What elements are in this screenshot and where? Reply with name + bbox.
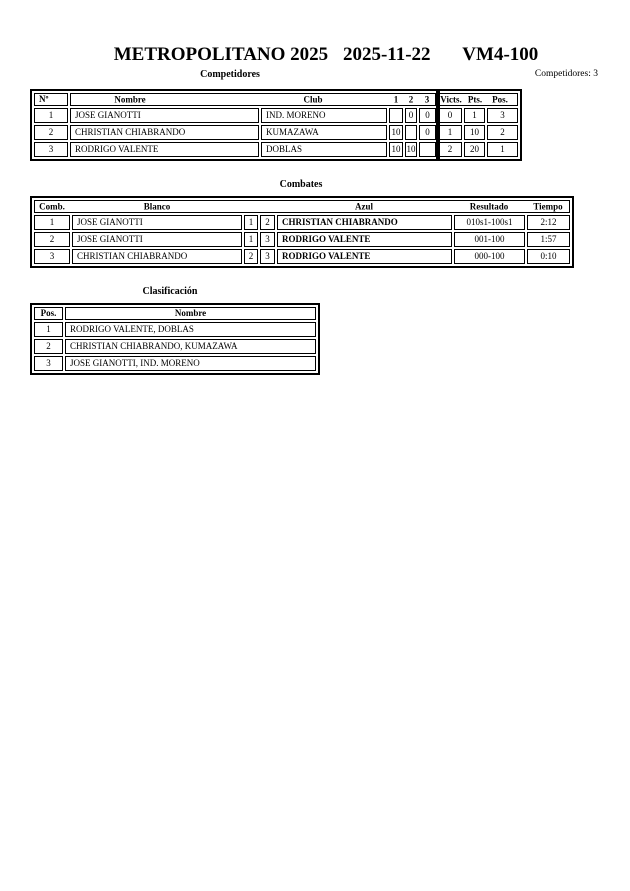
col-header-victorias: Victs. bbox=[440, 94, 462, 104]
azul-nombre: CHRISTIAN CHIABRANDO bbox=[277, 215, 452, 230]
page-title bbox=[0, 44, 630, 66]
competidor-club: KUMAZAWA bbox=[261, 125, 387, 140]
blanco-dorsal: 1 bbox=[244, 215, 258, 230]
combate-numero: 3 bbox=[34, 249, 70, 264]
combate-resultado: 001-100 bbox=[454, 232, 525, 247]
title-category: VM4-100 bbox=[462, 44, 539, 65]
crosstable-cell: 0 bbox=[405, 108, 417, 123]
col-header-round2: 2 bbox=[408, 94, 414, 104]
combate-tiempo: 1:57 bbox=[527, 232, 570, 247]
competidor-victorias: 0 bbox=[438, 108, 462, 123]
azul-nombre: RODRIGO VALENTE bbox=[277, 249, 452, 264]
table-row bbox=[34, 356, 316, 371]
competitors-count: Competidores: 3 bbox=[534, 69, 598, 79]
table-row bbox=[34, 249, 570, 264]
clasificacion-header-row bbox=[34, 307, 316, 320]
crosstable-cell: 0 bbox=[419, 108, 436, 123]
competidor-numero: 2 bbox=[34, 125, 68, 140]
col-header-club: Club bbox=[303, 94, 323, 104]
col-header-blanco: Blanco bbox=[143, 201, 171, 211]
col-header-numero: Nº bbox=[34, 93, 68, 106]
table-row bbox=[34, 232, 570, 247]
col-header-group-main bbox=[70, 93, 436, 106]
competidor-nombre: RODRIGO VALENTE bbox=[70, 142, 259, 157]
col-header-posicion: Pos. bbox=[34, 307, 63, 320]
col-header-round1: 1 bbox=[393, 94, 399, 104]
competidor-nombre: JOSE GIANOTTI bbox=[70, 108, 259, 123]
competidor-puntos: 1 bbox=[464, 108, 485, 123]
crosstable-cell: 0 bbox=[419, 125, 436, 140]
table-row bbox=[34, 339, 316, 354]
combate-tiempo: 2:12 bbox=[527, 215, 570, 230]
competidor-numero: 3 bbox=[34, 142, 68, 157]
combate-resultado: 000-100 bbox=[454, 249, 525, 264]
competidor-puntos: 10 bbox=[464, 125, 485, 140]
col-header-resultado: Resultado bbox=[469, 201, 509, 211]
table-row bbox=[34, 142, 518, 157]
col-header-nombre: Nombre bbox=[65, 307, 316, 320]
clasificacion-posicion: 2 bbox=[34, 339, 63, 354]
table-row bbox=[34, 215, 570, 230]
clasificacion-nombre: JOSE GIANOTTI, IND. MORENO bbox=[65, 356, 316, 371]
competidores-table bbox=[30, 89, 522, 161]
competidor-nombre: CHRISTIAN CHIABRANDO bbox=[70, 125, 259, 140]
table-row bbox=[34, 108, 518, 123]
competidor-club: IND. MORENO bbox=[261, 108, 387, 123]
competidores-header-row bbox=[34, 93, 518, 106]
clasificacion-posicion: 1 bbox=[34, 322, 63, 337]
combates-header-cell bbox=[34, 200, 570, 213]
combates-section-label: Combates bbox=[279, 179, 323, 190]
col-header-puntos: Pts. bbox=[467, 94, 483, 104]
blanco-dorsal: 1 bbox=[244, 232, 258, 247]
clasificacion-table bbox=[30, 303, 320, 375]
title-tournament: METROPOLITANO 2025 bbox=[113, 44, 329, 65]
competidor-victorias: 1 bbox=[438, 125, 462, 140]
clasificacion-section-label: Clasificación bbox=[142, 286, 198, 297]
col-header-posicion: Pos. bbox=[492, 94, 508, 104]
col-header-combate: Comb. bbox=[39, 201, 65, 211]
blanco-nombre: JOSE GIANOTTI bbox=[72, 215, 242, 230]
crosstable-cell: 10 bbox=[389, 142, 403, 157]
table-row bbox=[34, 125, 518, 140]
competidor-posicion: 3 bbox=[487, 108, 518, 123]
azul-dorsal: 3 bbox=[260, 249, 275, 264]
azul-nombre: RODRIGO VALENTE bbox=[277, 232, 452, 247]
competidor-club: DOBLAS bbox=[261, 142, 387, 157]
competidor-victorias: 2 bbox=[438, 142, 462, 157]
combates-table-wrap bbox=[30, 196, 574, 268]
col-header-group-results bbox=[438, 93, 518, 106]
crosstable-cell: 10 bbox=[405, 142, 417, 157]
clasificacion-nombre: CHRISTIAN CHIABRANDO, KUMAZAWA bbox=[65, 339, 316, 354]
col-header-round3: 3 bbox=[424, 94, 430, 104]
clasificacion-table-wrap bbox=[30, 303, 320, 375]
crosstable-cell bbox=[419, 142, 436, 157]
crosstable-cell: 10 bbox=[389, 125, 403, 140]
col-header-tiempo: Tiempo bbox=[533, 201, 563, 211]
blanco-dorsal: 2 bbox=[244, 249, 258, 264]
table-row bbox=[34, 322, 316, 337]
combate-resultado: 010s1-100s1 bbox=[454, 215, 525, 230]
combates-header-row bbox=[34, 200, 570, 213]
competidores-table-wrap bbox=[30, 89, 522, 161]
competidores-section-label: Competidores bbox=[200, 69, 260, 80]
competidor-puntos: 20 bbox=[464, 142, 485, 157]
clasificacion-posicion: 3 bbox=[34, 356, 63, 371]
crosstable-cell bbox=[389, 108, 403, 123]
azul-dorsal: 3 bbox=[260, 232, 275, 247]
combate-numero: 1 bbox=[34, 215, 70, 230]
combate-tiempo: 0:10 bbox=[527, 249, 570, 264]
crosstable-results-divider bbox=[436, 89, 440, 161]
azul-dorsal: 2 bbox=[260, 215, 275, 230]
competidor-numero: 1 bbox=[34, 108, 68, 123]
combates-table bbox=[30, 196, 574, 268]
combate-numero: 2 bbox=[34, 232, 70, 247]
blanco-nombre: JOSE GIANOTTI bbox=[72, 232, 242, 247]
competidor-posicion: 1 bbox=[487, 142, 518, 157]
title-date: 2025-11-22 bbox=[342, 44, 431, 65]
competidor-posicion: 2 bbox=[487, 125, 518, 140]
blanco-nombre: CHRISTIAN CHIABRANDO bbox=[72, 249, 242, 264]
clasificacion-nombre: RODRIGO VALENTE, DOBLAS bbox=[65, 322, 316, 337]
col-header-nombre: Nombre bbox=[114, 94, 146, 104]
crosstable-cell bbox=[405, 125, 417, 140]
col-header-azul: Azul bbox=[355, 201, 373, 211]
